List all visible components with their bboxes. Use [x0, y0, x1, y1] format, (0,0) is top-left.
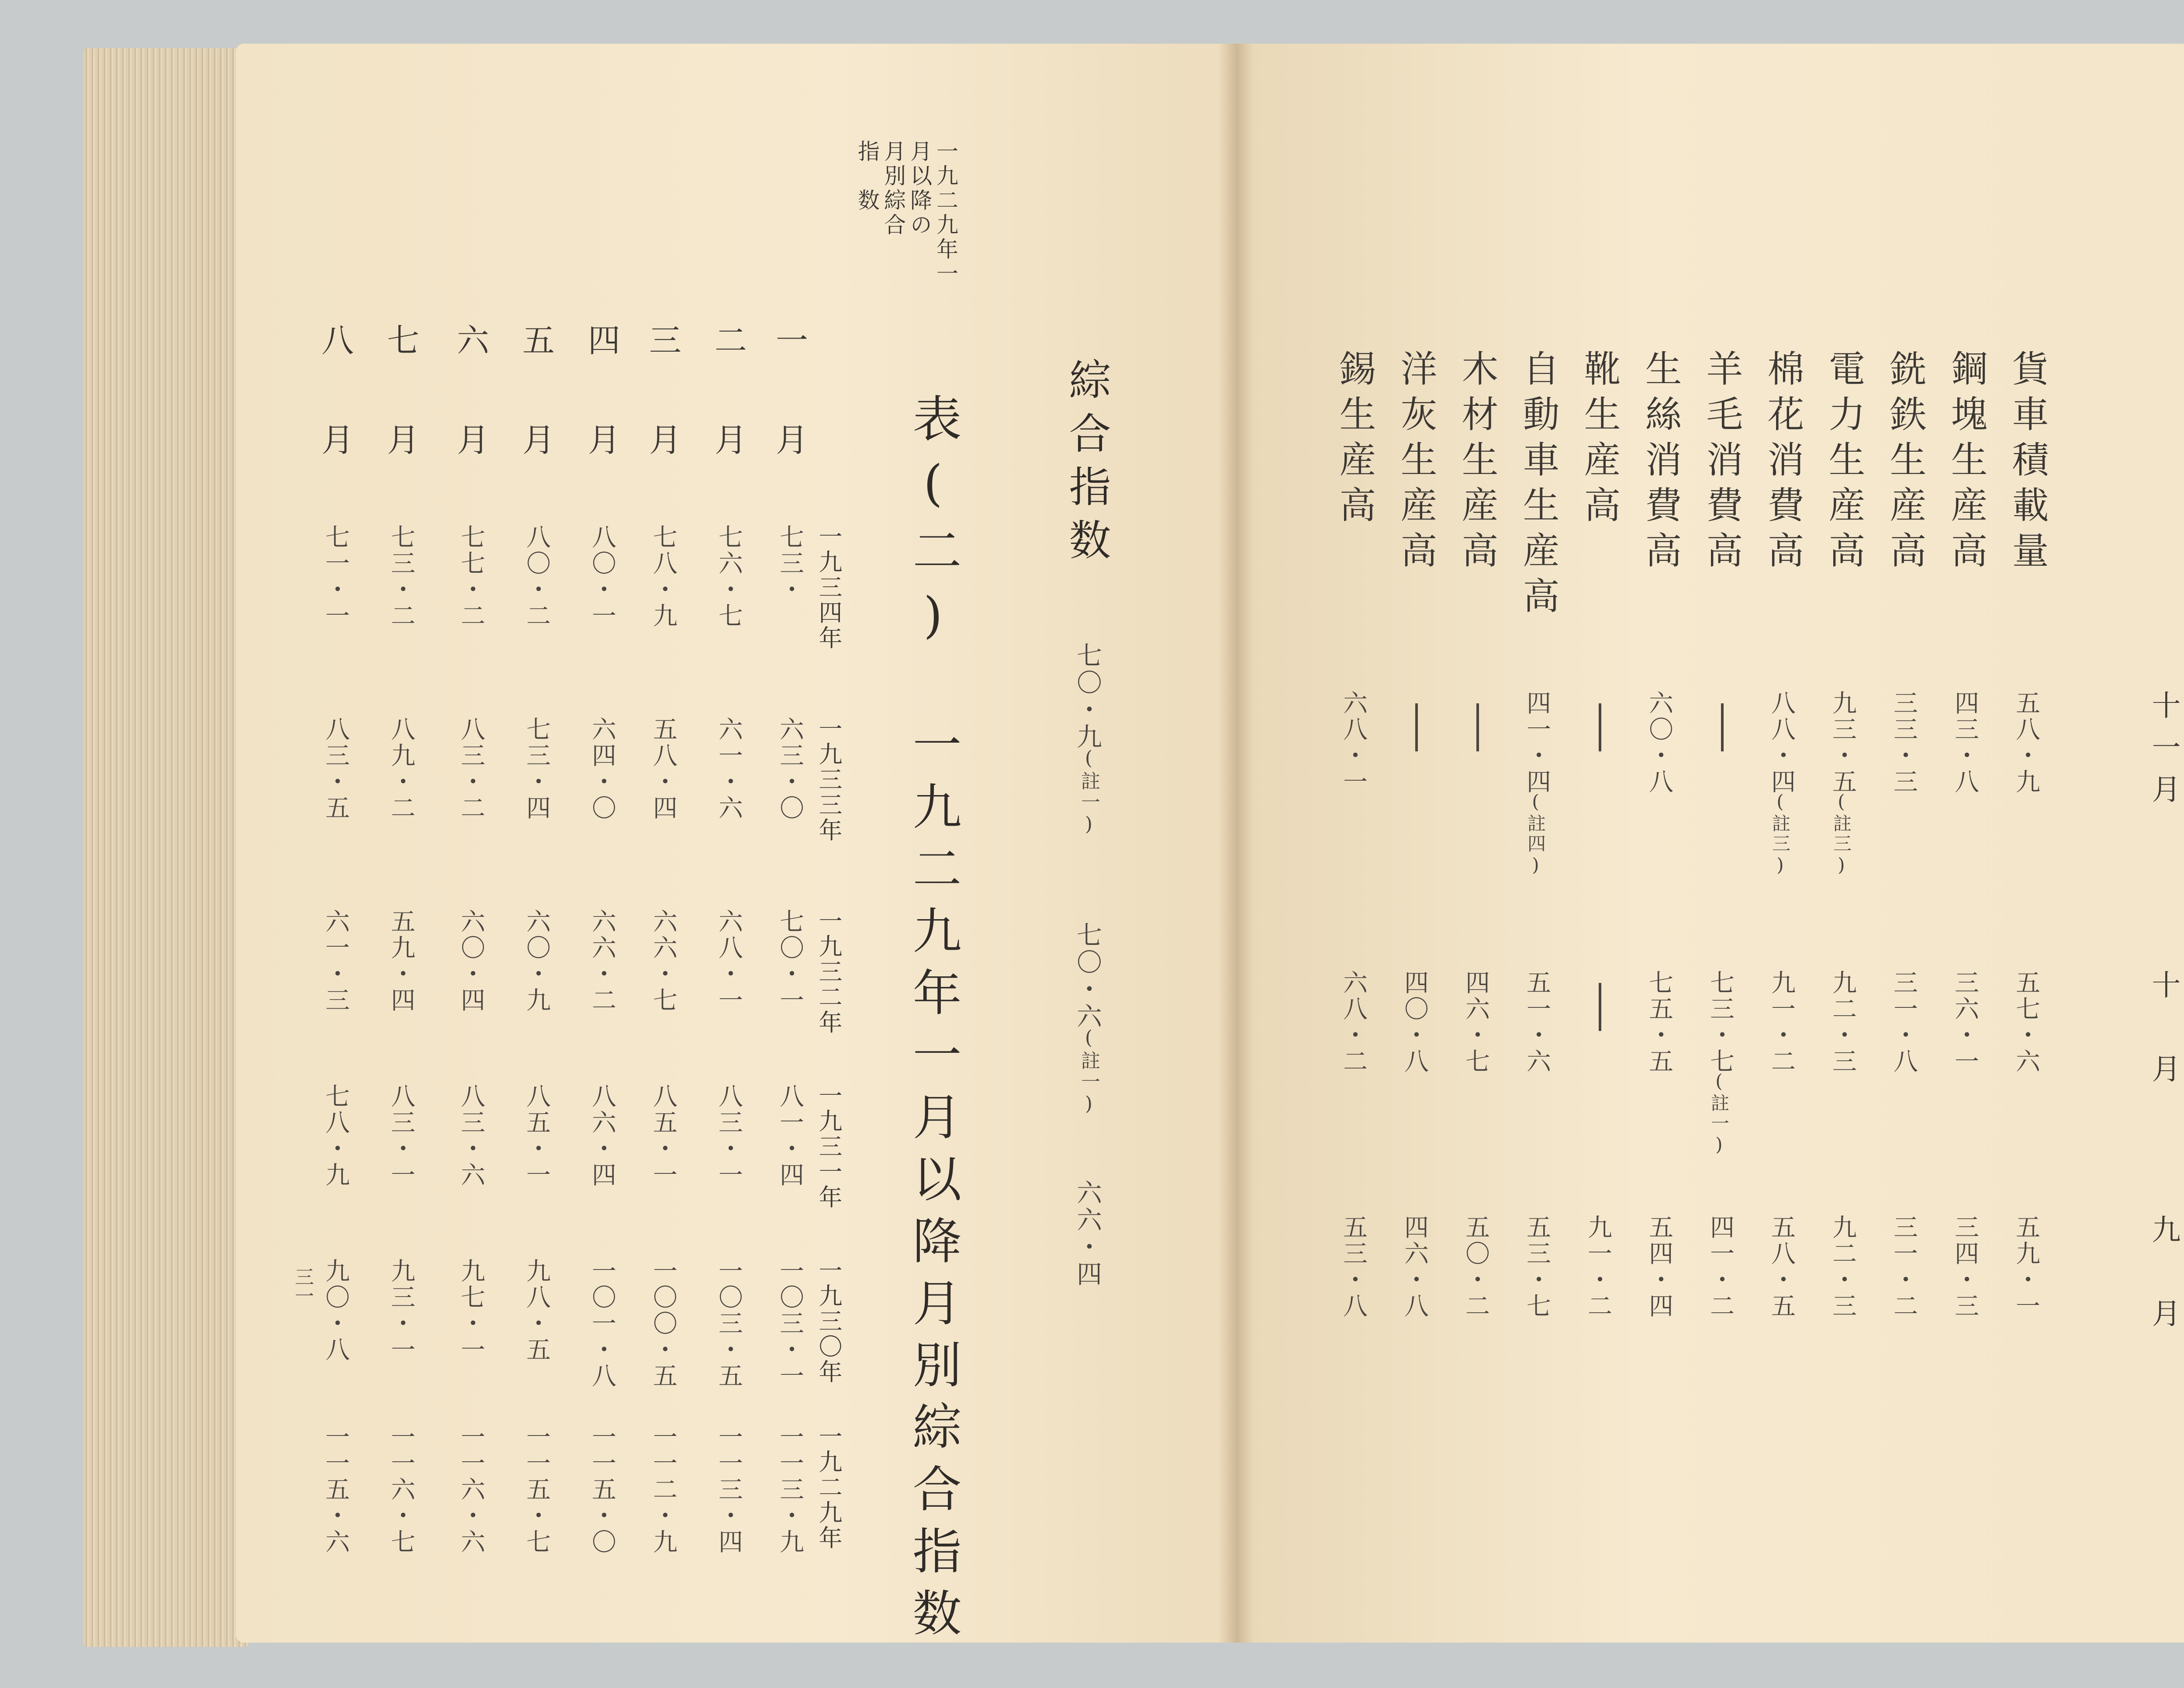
- month-label: 七 月: [382, 323, 419, 473]
- value-cell: 三六・一: [1951, 970, 1979, 1075]
- table-cell: 五九・四: [387, 909, 415, 1013]
- table-cell: 六六・七: [649, 909, 677, 1013]
- value-cell: 四三・八: [1951, 690, 1979, 795]
- table-cell: 五八・四: [649, 716, 677, 821]
- table-cell: 一一五・七: [522, 1424, 551, 1555]
- table-cell: 六三・〇: [776, 716, 804, 821]
- value-cell: 五九・一: [2012, 1214, 2040, 1319]
- table-cell: 九七・一: [457, 1258, 485, 1363]
- table-cell: 九八・五: [522, 1258, 551, 1363]
- summary-note: (註一): [1078, 747, 1100, 837]
- row-label: 洋灰生産高: [1395, 349, 1438, 577]
- value-cell: 八八・四: [1767, 690, 1796, 795]
- year-header: 一九三二年: [815, 909, 843, 1035]
- month-label: 八 月: [316, 323, 354, 473]
- value-cell: 五八・九: [2012, 690, 2040, 795]
- value-cell: 七三・七: [1706, 970, 1735, 1075]
- table-cell: 八〇・一: [588, 524, 616, 629]
- table-cell: 六四・〇: [588, 716, 616, 821]
- row-label: 錫生産高: [1334, 349, 1376, 531]
- summary-note: (註一): [1078, 1027, 1100, 1117]
- row-label: 棉花消費高: [1762, 349, 1804, 577]
- table-cell: 八三・五: [321, 716, 350, 821]
- value-cell: 七五・五: [1645, 970, 1673, 1075]
- value-cell: 四六・七: [1462, 970, 1490, 1075]
- value-cell: 四一・四: [1523, 690, 1551, 795]
- table-cell: 七七・二: [457, 524, 485, 629]
- table-cell: 一一三・四: [715, 1424, 743, 1555]
- row-label: 羊毛消費高: [1700, 349, 1743, 577]
- value-cell: 五三・七: [1523, 1214, 1551, 1319]
- table-cell: 九三・一: [387, 1258, 415, 1363]
- table-cell: 六〇・九: [522, 909, 551, 1013]
- value-note: (註一): [1708, 1070, 1730, 1157]
- table-cell: 六〇・四: [457, 909, 485, 1013]
- value-cell: 九一・二: [1584, 1214, 1612, 1319]
- summary-value: 六六・四: [1072, 1180, 1102, 1288]
- row-label: 銑鉄生産高: [1884, 349, 1927, 577]
- month-header: 九 月: [2147, 1214, 2181, 1340]
- month-label: 五 月: [517, 323, 555, 473]
- no-data-dash: [1415, 703, 1418, 751]
- open-book: [83, 31, 2184, 1656]
- table-cell: 七八・九: [649, 524, 677, 629]
- year-header: 一九三三年: [815, 716, 843, 843]
- row-label: 木材生産高: [1456, 349, 1499, 577]
- value-cell: 三一・二: [1890, 1214, 1918, 1319]
- month-label: 六 月: [452, 323, 489, 473]
- value-cell: 九三・五: [1828, 690, 1857, 795]
- table-cell: 八三・一: [715, 1083, 743, 1188]
- month-label: 三 月: [644, 323, 681, 473]
- value-note: (註三): [1769, 791, 1791, 877]
- table-cell: 八三・一: [387, 1083, 415, 1188]
- value-cell: 五四・四: [1645, 1214, 1673, 1319]
- page-number: 三一: [291, 1267, 314, 1305]
- month-header: 十一月: [2147, 690, 2181, 816]
- no-data-dash: [1599, 703, 1601, 751]
- year-header: 一九三四年: [815, 524, 843, 651]
- summary-value: 七〇・六: [1072, 922, 1102, 1030]
- running-head-line: 一九二九年一: [933, 140, 958, 287]
- value-cell: 五七・六: [2012, 970, 2040, 1075]
- value-cell: 四〇・八: [1400, 970, 1429, 1075]
- value-cell: 三三・三: [1890, 690, 1918, 795]
- value-cell: 六八・二: [1339, 970, 1368, 1075]
- month-label: 二 月: [709, 323, 747, 473]
- table-cell: 八一・四: [776, 1083, 804, 1188]
- value-cell: 四一・二: [1706, 1214, 1735, 1319]
- value-cell: 五八・五: [1767, 1214, 1796, 1319]
- running-head-line: 月別綜合: [881, 140, 906, 238]
- row-label: 自動車生産高: [1517, 349, 1560, 622]
- year-header: 一九三〇年: [815, 1258, 843, 1385]
- month-label: 一 月: [771, 323, 808, 473]
- book-edge-left: [83, 48, 249, 1647]
- year-header: 一九二九年: [815, 1424, 843, 1551]
- table-cell: 七三・四: [522, 716, 551, 821]
- table-cell: 六六・二: [588, 909, 616, 1013]
- table-cell: 一〇一・八: [588, 1258, 616, 1389]
- table-title: 表(二) 一九二九年一月以降月別綜合指数: [905, 393, 961, 1650]
- value-cell: 三一・八: [1890, 970, 1918, 1075]
- table-cell: 七三・: [776, 524, 804, 603]
- value-cell: 六八・一: [1339, 690, 1368, 795]
- value-cell: 九二・三: [1828, 970, 1857, 1075]
- table-cell: 一一六・七: [387, 1424, 415, 1555]
- table-cell: 六一・六: [715, 716, 743, 821]
- table-cell: 一一六・六: [457, 1424, 485, 1555]
- value-cell: 九二・三: [1828, 1214, 1857, 1319]
- row-label: 靴生産高: [1578, 349, 1621, 531]
- no-data-dash: [1599, 983, 1601, 1031]
- section-title: 綜合指数: [1062, 358, 1111, 571]
- table-cell: 八〇・二: [522, 524, 551, 629]
- table-cell: 一一五・六: [321, 1424, 350, 1555]
- table-cell: 一〇三・一: [776, 1258, 804, 1389]
- value-cell: 四六・八: [1400, 1214, 1429, 1319]
- table-cell: 七八・九: [321, 1083, 350, 1188]
- value-note: (註四): [1525, 791, 1546, 877]
- table-cell: 七一・一: [321, 524, 350, 629]
- table-cell: 六八・一: [715, 909, 743, 1013]
- table-cell: 一〇三・五: [715, 1258, 743, 1389]
- row-label: 生絲消費高: [1639, 349, 1682, 577]
- table-cell: 一一二・九: [649, 1424, 677, 1555]
- value-note: (註三): [1831, 791, 1852, 877]
- value-cell: 九一・二: [1767, 970, 1796, 1075]
- left-page: [236, 44, 1241, 1643]
- value-cell: 三四・三: [1951, 1214, 1979, 1319]
- running-head-line: 指 数: [854, 140, 880, 213]
- table-cell: 六一・三: [321, 909, 350, 1013]
- table-cell: 一〇〇・五: [649, 1258, 677, 1389]
- table-cell: 七三・二: [387, 524, 415, 629]
- row-label: 貨車積載量: [2006, 349, 2049, 577]
- table-cell: 七六・七: [715, 524, 743, 629]
- value-cell: 六〇・八: [1645, 690, 1673, 795]
- table-cell: 七〇・一: [776, 909, 804, 1013]
- right-page: [1236, 44, 2184, 1643]
- table-cell: 八九・二: [387, 716, 415, 821]
- value-cell: 五三・八: [1339, 1214, 1368, 1319]
- row-label: 鋼塊生産高: [1945, 349, 1988, 577]
- table-cell: 九〇・八: [321, 1258, 350, 1363]
- no-data-dash: [1721, 703, 1724, 751]
- month-label: 四 月: [583, 323, 620, 473]
- value-cell: 五一・六: [1523, 970, 1551, 1075]
- book-gutter: [1219, 44, 1254, 1643]
- year-header: 一九三一年: [815, 1083, 843, 1210]
- table-cell: 八六・四: [588, 1083, 616, 1188]
- table-cell: 八三・二: [457, 716, 485, 821]
- value-cell: 五〇・二: [1462, 1214, 1490, 1319]
- table-cell: 八三・六: [457, 1083, 485, 1188]
- summary-value: 七〇・九: [1072, 642, 1102, 751]
- table-cell: 一一五・〇: [588, 1424, 616, 1555]
- no-data-dash: [1476, 703, 1479, 751]
- running-head-line: 月以降の: [907, 140, 932, 238]
- table-cell: 八五・一: [649, 1083, 677, 1188]
- table-cell: 一一三・九: [776, 1424, 804, 1555]
- table-cell: 八五・一: [522, 1083, 551, 1188]
- month-header: 十 月: [2147, 970, 2181, 1096]
- row-label: 電力生産高: [1823, 349, 1866, 577]
